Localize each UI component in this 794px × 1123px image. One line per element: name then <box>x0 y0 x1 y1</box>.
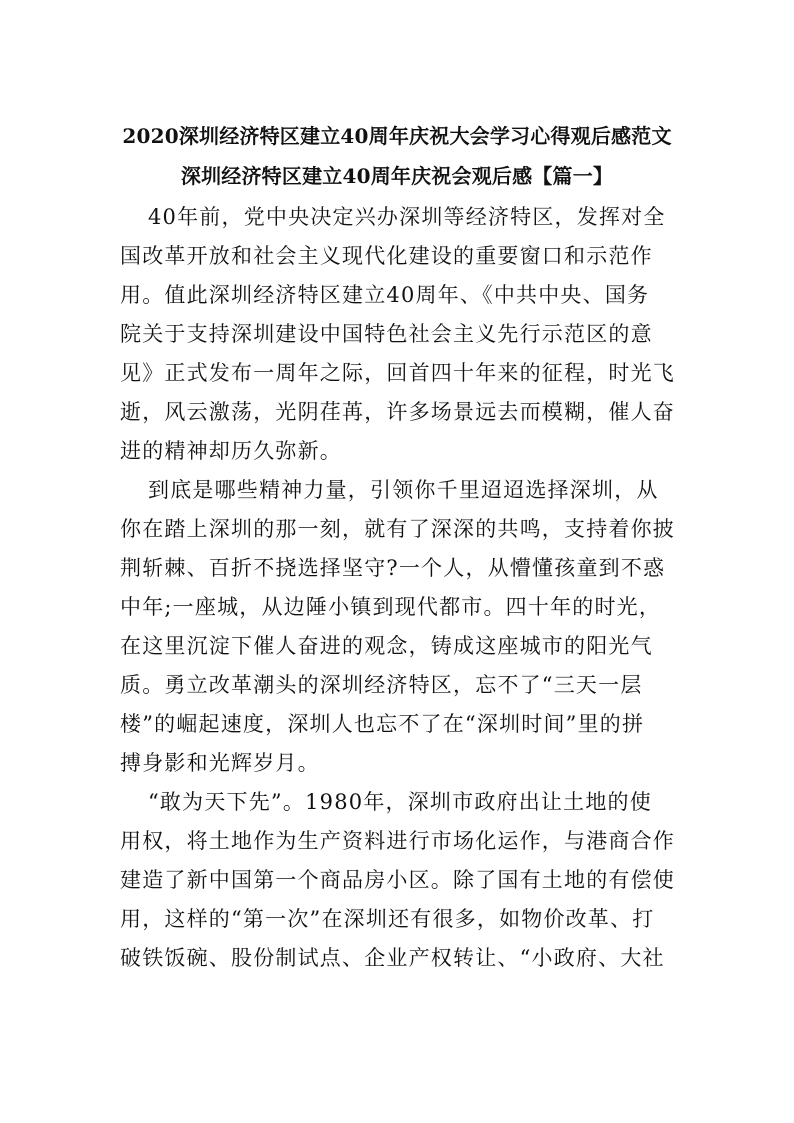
paragraph-line: 楼”的崛起速度，深圳人也忘不了在“深圳时间”里的拼 <box>120 712 645 736</box>
paragraph-line: 质。勇立改革潮头的深圳经济特区，忘不了“三天一层 <box>120 673 643 697</box>
paragraph-line: 用权，将土地作为生产资料进行市场化运作，与港商合作 <box>120 829 675 853</box>
paragraph-line: 国改革开放和社会主义现代化建设的重要窗口和示范作 <box>120 244 653 268</box>
paragraph-line: 逝，风云激荡，光阴荏苒，许多场景远去而模糊，催人奋 <box>120 400 675 424</box>
document-subtitle: 深圳经济特区建立40周年庆祝会观后感【篇一】 <box>180 164 614 188</box>
paragraph-line: 见》正式发布一周年之际，回首四十年来的征程，时光飞 <box>120 361 675 385</box>
paragraph-line: 中年;一座城，从边陲小镇到现代都市。四十年的时光， <box>120 595 662 619</box>
paragraph-line: 你在踏上深圳的那一刻，就有了深深的共鸣，支持着你披 <box>120 517 675 541</box>
paragraph-line: 到底是哪些精神力量，引领你千里迢迢选择深圳，从 <box>148 478 659 502</box>
paragraph-line: 用，这样的“第一次”在深圳还有很多，如物价改革、打 <box>120 907 655 931</box>
paragraph-line: 荆斩棘、百折不挠选择坚守?一个人，从懵懂孩童到不惑 <box>120 556 666 580</box>
paragraph-line: “敢为天下先”。1980年，深圳市政府出让土地的使 <box>148 790 652 814</box>
paragraph-line: 搏身影和光辉岁月。 <box>120 751 320 775</box>
paragraph-line: 用。值此深圳经济特区建立40周年、《中共中央、国务 <box>120 283 650 307</box>
paragraph-line: 院关于支持深圳建设中国特色社会主义先行示范区的意 <box>120 322 653 346</box>
document-title: 2020深圳经济特区建立40周年庆祝大会学习心得观后感范文 <box>122 124 672 148</box>
paragraph-line: 40年前，党中央决定兴办深圳等经济特区，发挥对全 <box>148 205 666 229</box>
paragraph-line: 建造了新中国第一个商品房小区。除了国有土地的有偿使 <box>120 868 675 892</box>
paragraph-line: 进的精神却历久弥新。 <box>120 439 342 463</box>
paragraph-line: 在这里沉淀下催人奋进的观念，铸成这座城市的阳光气 <box>120 634 653 658</box>
paragraph-line: 破铁饭碗、股份制试点、企业产权转让、“小政府、大社 <box>120 946 665 970</box>
document-body <box>120 198 675 978</box>
